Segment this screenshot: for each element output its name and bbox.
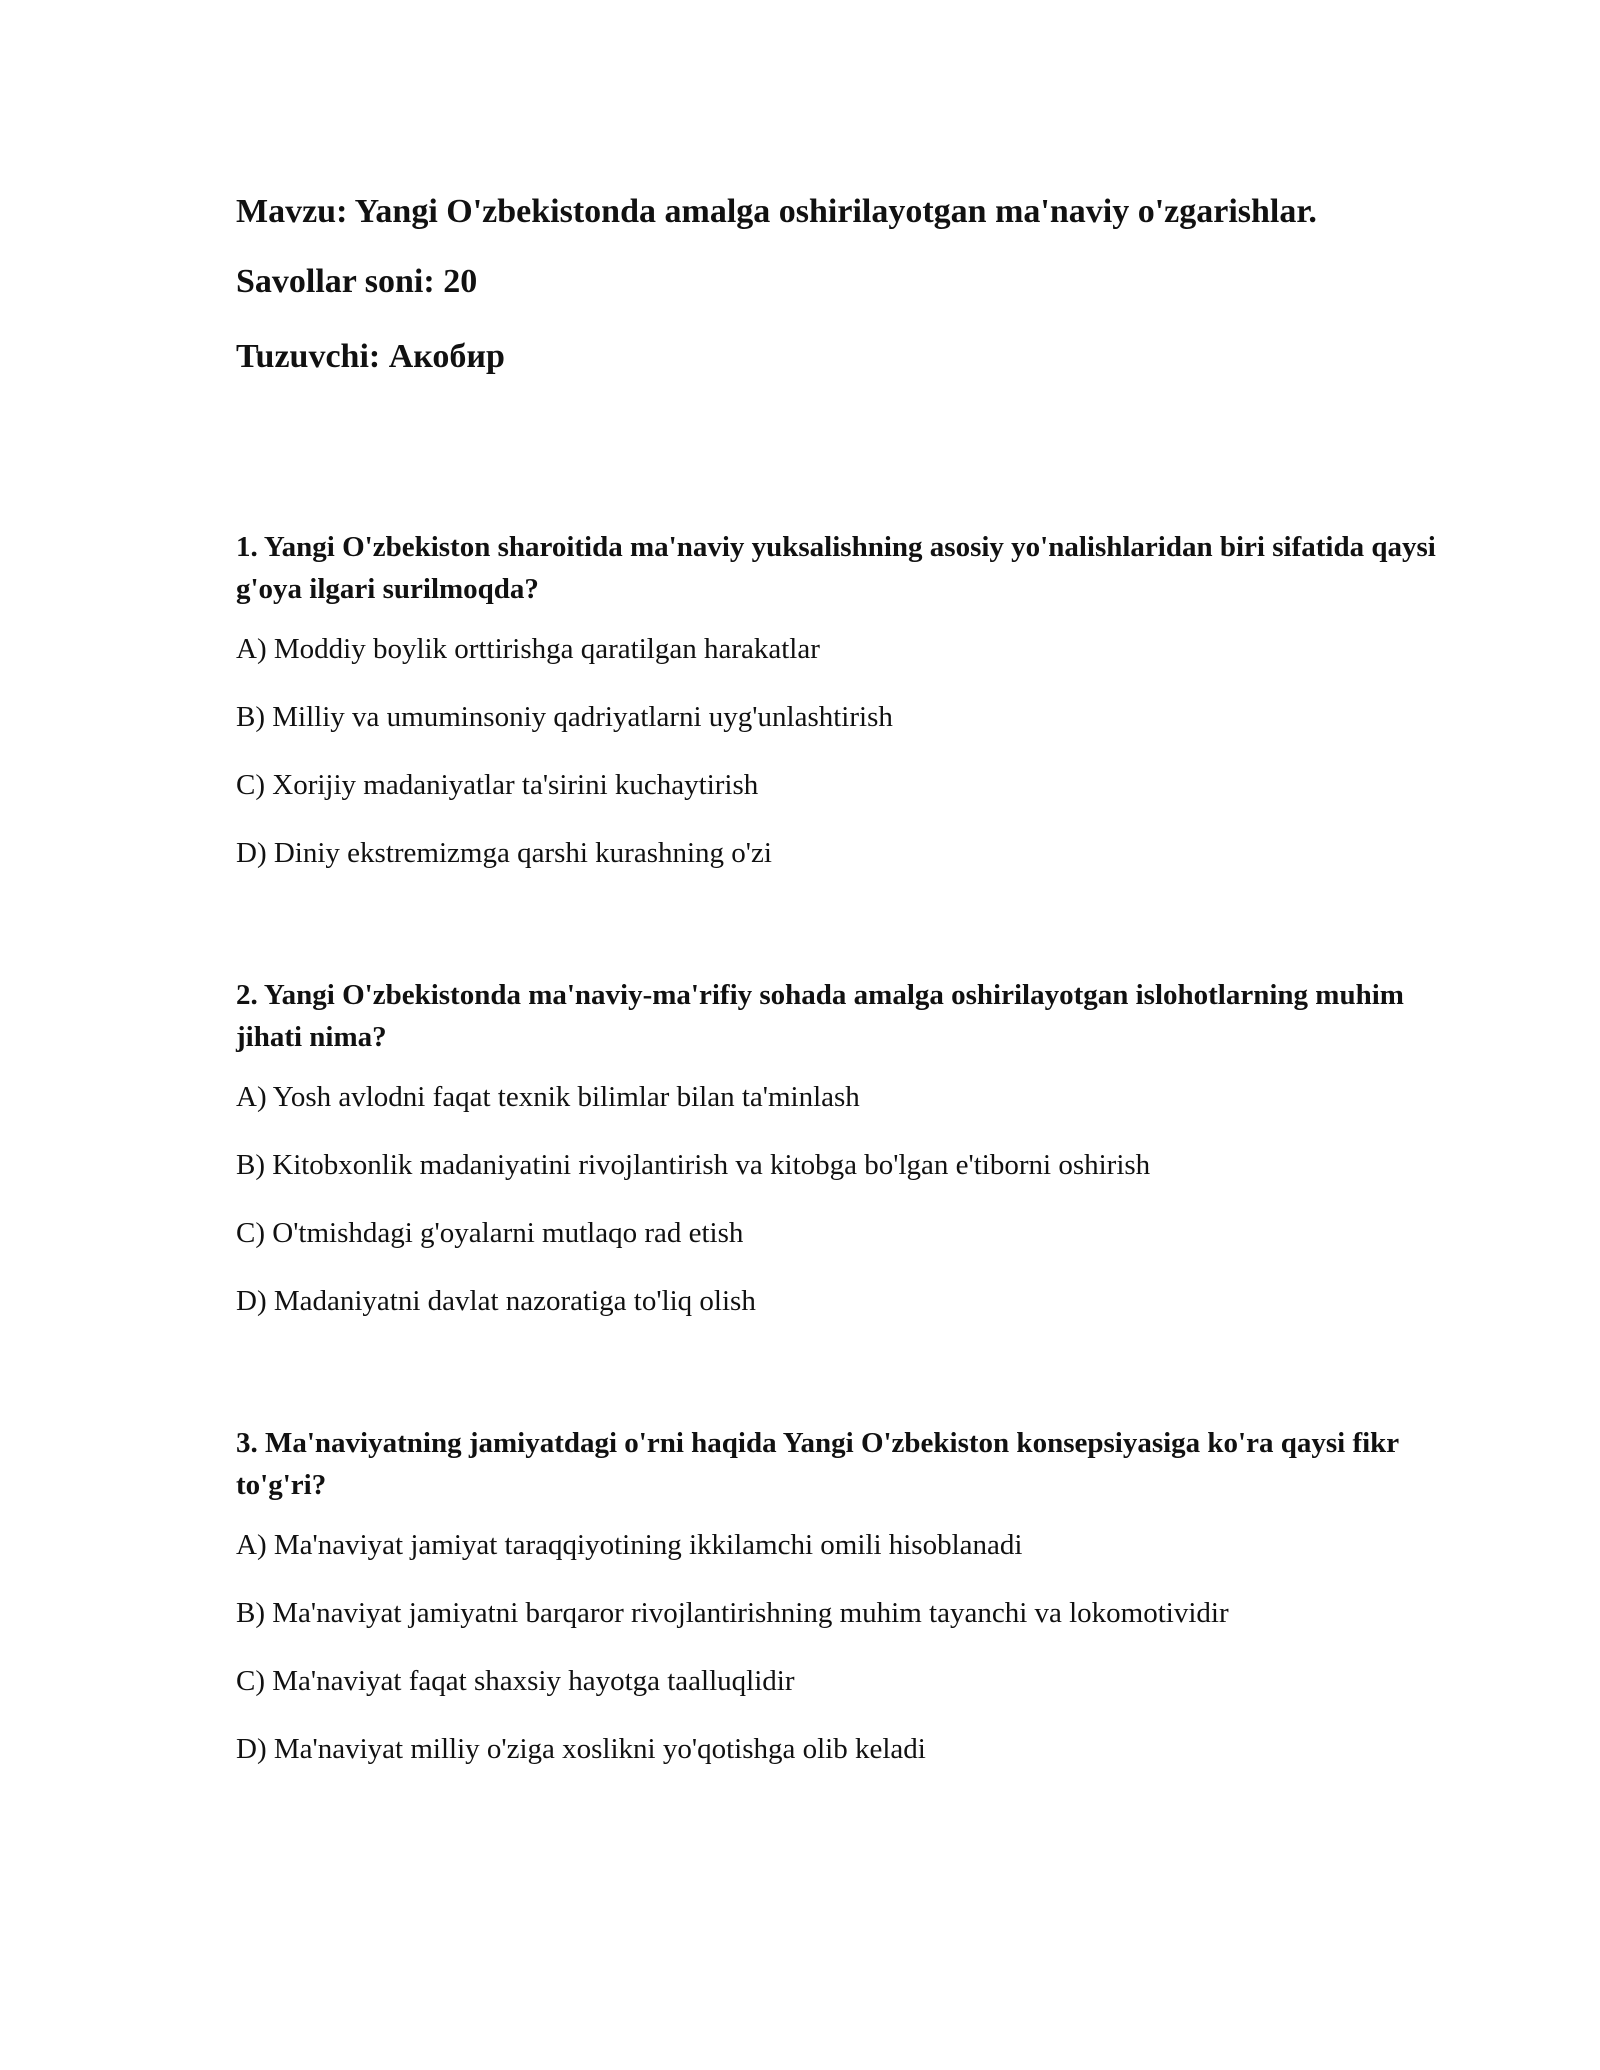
answer-option-d: D) Diniy ekstremizmga qarshi kurashning o'zi bbox=[236, 837, 772, 869]
answer-option-c: C) Ma'naviyat faqat shaxsiy hayotga taalluqlidir bbox=[236, 1665, 795, 1697]
answer-option-c: C) O'tmishdagi g'oyalarni mutlaqo rad etish bbox=[236, 1217, 744, 1249]
answer-option-a: A) Ma'naviyat jamiyat taraqqiyotining ikkilamchi omili hisoblanadi bbox=[236, 1529, 1023, 1561]
document-title: Mavzu: Yangi O'zbekistonda amalga oshirilayotgan ma'naviy o'zgarishlar. bbox=[236, 193, 1317, 230]
answer-option-a: A) Moddiy boylik orttirishga qaratilgan harakatlar bbox=[236, 633, 820, 665]
author-line: Tuzuvchi: Акобир bbox=[236, 338, 505, 375]
answer-option-d: D) Madaniyatni davlat nazoratiga to'liq olish bbox=[236, 1285, 756, 1317]
answer-option-a: A) Yosh avlodni faqat texnik bilimlar bilan ta'minlash bbox=[236, 1081, 860, 1113]
answer-option-b: B) Kitobxonlik madaniyatini rivojlantirish va kitobga bo'lgan e'tiborni oshirish bbox=[236, 1149, 1151, 1181]
answer-option-c: C) Xorijiy madaniyatlar ta'sirini kuchaytirish bbox=[236, 769, 759, 801]
answer-option-d: D) Ma'naviyat milliy o'ziga xoslikni yo'qotishga olib keladi bbox=[236, 1733, 926, 1765]
question-block-1 bbox=[236, 526, 1436, 902]
answer-option-b: B) Milliy va umuminsoniy qadriyatlarni uyg'unlashtirish bbox=[236, 701, 893, 733]
question-text: 3. Ma'naviyatning jamiyatdagi o'rni haqida Yangi O'zbekiston konsepsiyasiga ko'ra qaysi fikr to'g'ri? bbox=[236, 1427, 1399, 1501]
question-text: 1. Yangi O'zbekiston sharoitida ma'naviy yuksalishning asosiy yo'nalishlaridan biri sifatida qaysi g'oya ilgari surilmoqda? bbox=[236, 531, 1436, 605]
question-block-2 bbox=[236, 974, 1436, 1350]
question-block-3 bbox=[236, 1422, 1436, 1798]
question-text: 2. Yangi O'zbekistonda ma'naviy-ma'rifiy sohada amalga oshirilayotgan islohotlarning muhim jihati nima? bbox=[236, 979, 1404, 1053]
answer-option-b: B) Ma'naviyat jamiyatni barqaror rivojlantirishning muhim tayanchi va lokomotividir bbox=[236, 1597, 1229, 1629]
question-count: Savollar soni: 20 bbox=[236, 263, 478, 300]
document-content bbox=[236, 188, 1436, 1765]
